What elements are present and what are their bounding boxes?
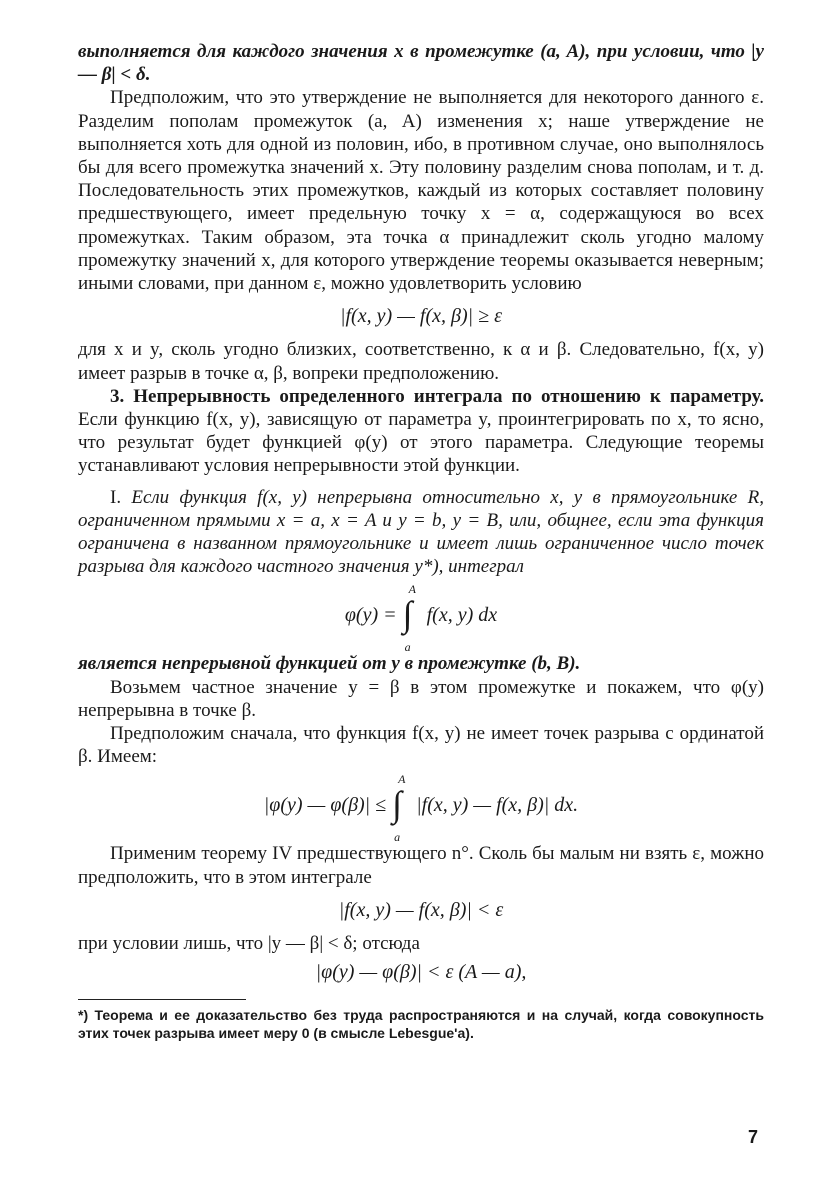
- section-title: Непрерывность определенного интеграла по отношению к параметру.: [133, 385, 765, 407]
- formula-difference-integral: [78, 772, 764, 845]
- formula-diff-left: |φ(y) — φ(β)| ≤: [263, 793, 387, 816]
- theorem-number: I.: [110, 486, 122, 508]
- paragraph-condition: при условии лишь, что |y — β| < δ; отсюда: [78, 933, 420, 955]
- formula-diff-right: |f(x, y) — f(x, β)| dx.: [416, 793, 579, 816]
- theorem-statement: Если функция f(x, y) непрерывна относительно x, y в прямоугольнике R, ограниченном прямыми x = a, x = A и y = b, y = B, или, общнее, если эта функция ограничена в названном прямоугольнике и имеет лишь ограниченное число точек разрыва для каждого частного значения y*), интеграл: [78, 486, 764, 578]
- integral-sign: A ∫ a: [401, 584, 423, 646]
- formula-epsilon-bound: |f(x, y) — f(x, β)| < ε: [338, 898, 504, 921]
- formula-discontinuity: |f(x, y) — f(x, β)| ≥ ε: [340, 305, 502, 328]
- formula-phi-right: f(x, y) dx: [426, 603, 498, 626]
- integral-sign: A ∫ a: [390, 774, 412, 836]
- paragraph-theorem-conclusion: является непрерывной функцией от y в промежутке (b, B).: [78, 653, 581, 675]
- formula-phi-bound: |φ(y) — φ(β)| < ε (A — a),: [315, 961, 527, 984]
- paragraph-conclusion: для x и y, сколь угодно близких, соответственно, к α и β. Следовательно, f(x, y) имеет разрыв в точке α, β, вопреки предположению.: [78, 339, 764, 384]
- integral-upper-limit: A: [398, 772, 406, 787]
- footnote-divider: [78, 999, 246, 1000]
- paragraph-continuation: выполняется для каждого значения x в промежутке (a, A), при условии, что |y — β| < δ.: [78, 41, 764, 86]
- formula-phi-left: φ(y) =: [344, 603, 397, 626]
- section-number: 3.: [110, 385, 125, 407]
- paragraph-theorem: [78, 486, 764, 579]
- integral-upper-limit: A: [408, 582, 416, 597]
- paragraph-suppose: Предположим сначала, что функция f(x, y) не имеет точек разрыва с ординатой β. Имеем:: [78, 723, 764, 768]
- page-body: [78, 40, 764, 1042]
- section-intro: Если функцию f(x, y), зависящую от параметра y, проинтегрировать по x, то ясно, что результат будет функцией φ(y) от этого параметра. Следующие теоремы устанавливают условия непрерывности этой функции.: [78, 409, 764, 477]
- paragraph-section-3: [78, 385, 764, 478]
- formula-phi-integral: [78, 582, 764, 655]
- paragraph-apply-theorem: Применим теорему IV предшествующего n°. Сколь бы малым ни взять ε, можно предположить, что в этом интеграле: [78, 843, 764, 888]
- integral-lower-limit: a: [404, 640, 411, 655]
- paragraph-proof: Предположим, что это утверждение не выполняется для некоторого данного ε. Разделим пополам промежуток (a, A) изменения x; наше утверждение не выполняется хоть для одной из половин, ибо, в противном случае, оно выполнялось бы для всего промежутка значений x. Эту половину разделим снова пополам, и т. д. Последовательность этих промежутков, каждый из которых составляет половину предшествующего, имеет предельную точку x = α, содержащуюся во всех промежутках. Таким образом, эта точка α принадлежит сколь угодно малому промежутку значений x, для которого утверждение теоремы оказывается неверным; иными словами, при данном ε, можно удовлетворить условию: [78, 87, 764, 295]
- integral-lower-limit: a: [394, 830, 401, 845]
- footnote: *) Теорема и ее доказательство без труда распространяются и на случай, когда совокупность этих точек разрыва имеет меру 0 (в смысле Lebesgue'а).: [78, 1006, 764, 1041]
- page-number: 7: [748, 1127, 759, 1147]
- paragraph-take-value: Возьмем частное значение y = β в этом промежутке и покажем, что φ(y) непрерывна в точке β.: [78, 676, 764, 721]
